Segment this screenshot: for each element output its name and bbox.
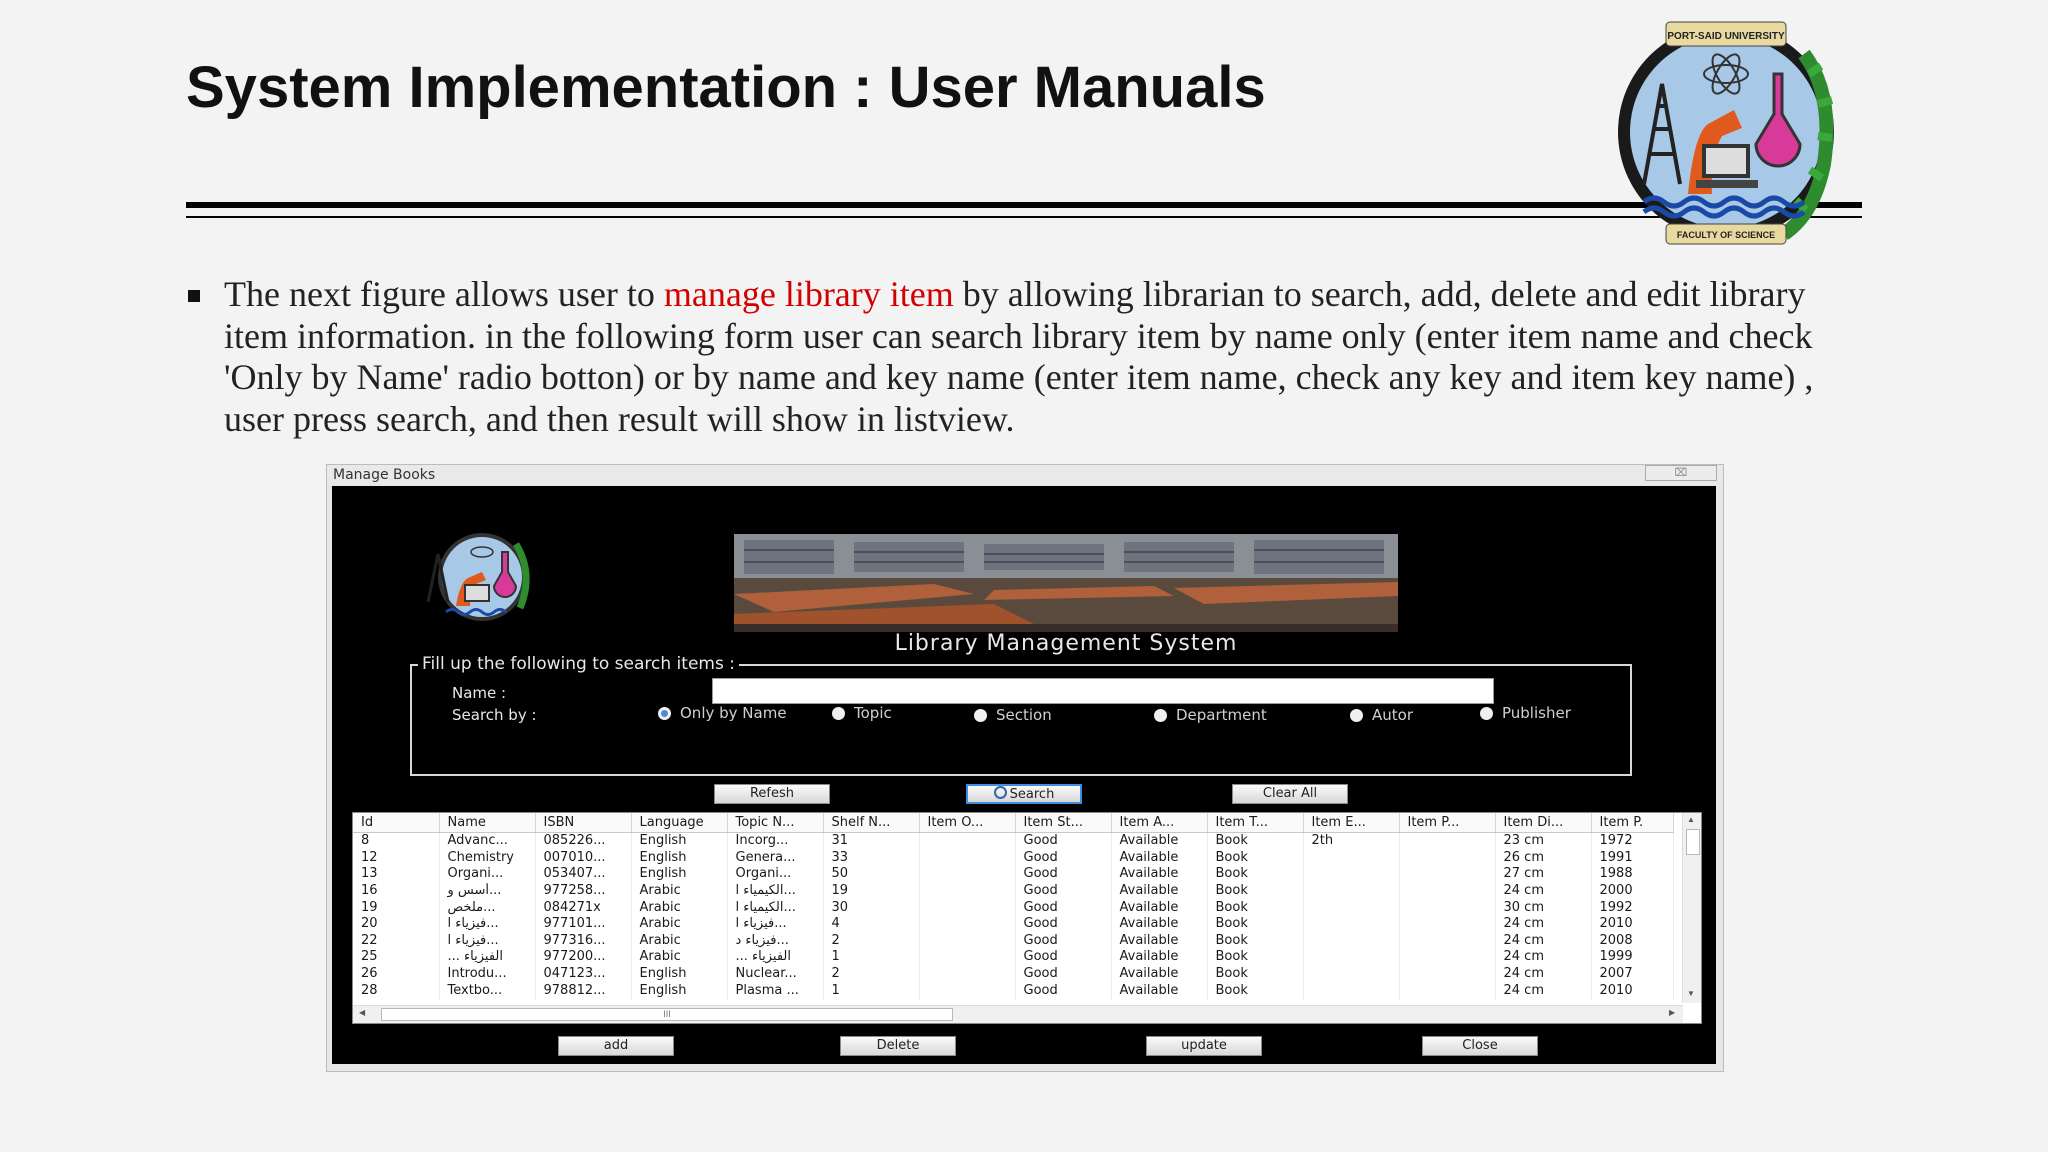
table-cell: 20 (353, 916, 439, 933)
table-cell: 22 (353, 933, 439, 950)
radio-publisher[interactable] (1480, 704, 1571, 722)
table-cell: 19 (823, 883, 919, 900)
table-cell (1399, 899, 1495, 916)
table-cell: 26 cm (1495, 850, 1591, 867)
table-cell: 24 cm (1495, 916, 1591, 933)
table-cell: 30 (823, 899, 919, 916)
bullet-text (224, 274, 1854, 440)
table-cell: Textbo... (439, 982, 535, 999)
column-header[interactable]: Item E... (1303, 813, 1399, 833)
column-header[interactable]: Topic N... (727, 813, 823, 833)
radio-only-by-name[interactable] (658, 704, 787, 722)
table-cell (1303, 883, 1399, 900)
table-cell: 2 (823, 933, 919, 950)
table-cell: Arabic (631, 949, 727, 966)
table-cell: 2008 (1591, 933, 1673, 950)
table-cell: Good (1015, 916, 1111, 933)
table-cell (1399, 850, 1495, 867)
column-header[interactable]: Item O... (919, 813, 1015, 833)
table-cell: ... الفيزياء (439, 949, 535, 966)
table-row[interactable] (353, 883, 1673, 900)
table-cell: 1992 (1591, 899, 1673, 916)
scroll-left-icon[interactable]: ◀ (359, 1008, 366, 1017)
bullet-highlight: manage library item (663, 274, 954, 314)
table-cell: 8 (353, 833, 439, 850)
table-cell: فيزياء د... (727, 933, 823, 950)
table-cell: 24 cm (1495, 982, 1591, 999)
table-row[interactable] (353, 850, 1673, 867)
table-cell: Book (1207, 933, 1303, 950)
table-row[interactable] (353, 866, 1673, 883)
name-input[interactable] (712, 678, 1494, 704)
library-banner-image (734, 534, 1398, 632)
table-cell: Available (1111, 982, 1207, 999)
column-header[interactable]: Shelf N... (823, 813, 919, 833)
radio-label: Only by Name (680, 704, 787, 722)
table-cell: 2007 (1591, 966, 1673, 983)
scroll-down-icon[interactable]: ▼ (1687, 989, 1695, 998)
table-cell: الكيمياء ا... (727, 899, 823, 916)
window-close-button[interactable]: ⌧ (1645, 465, 1717, 481)
table-cell (919, 916, 1015, 933)
table-cell: Advanc... (439, 833, 535, 850)
table-row[interactable] (353, 916, 1673, 933)
table-cell (919, 899, 1015, 916)
table-cell (919, 949, 1015, 966)
radio-label: Department (1176, 706, 1267, 724)
table-cell: Book (1207, 899, 1303, 916)
column-header[interactable]: Language (631, 813, 727, 833)
radio-label: Section (996, 706, 1052, 724)
items-listview[interactable] (352, 812, 1702, 1024)
name-label: Name : (452, 684, 507, 702)
faculty-logo-icon (398, 532, 566, 622)
table-cell: 13 (353, 866, 439, 883)
table-cell: Genera... (727, 850, 823, 867)
table-cell: Incorg... (727, 833, 823, 850)
column-header[interactable]: Item T... (1207, 813, 1303, 833)
window-body (332, 486, 1716, 1064)
horizontal-scroll-thumb[interactable]: III (381, 1008, 953, 1021)
table-row[interactable] (353, 833, 1673, 850)
table-cell: Plasma ... (727, 982, 823, 999)
table-cell: 1 (823, 949, 919, 966)
scroll-right-icon[interactable]: ▶ (1669, 1008, 1676, 1017)
table-cell (1399, 949, 1495, 966)
search-button-label: Search (1009, 787, 1055, 802)
table-cell: English (631, 982, 727, 999)
table-cell: Available (1111, 850, 1207, 867)
table-cell: Nuclear... (727, 966, 823, 983)
radio-empty-icon (974, 709, 987, 722)
table-cell: 33 (823, 850, 919, 867)
table-cell: Available (1111, 949, 1207, 966)
radio-department[interactable] (1154, 706, 1267, 724)
table-cell: 084271x (535, 899, 631, 916)
table-cell (1303, 916, 1399, 933)
refresh-button-label: Refesh (749, 786, 795, 801)
table-cell (1399, 966, 1495, 983)
clear-all-button[interactable] (1232, 784, 1348, 804)
table-cell: Book (1207, 982, 1303, 999)
table-cell: Book (1207, 833, 1303, 850)
table-cell: 24 cm (1495, 883, 1591, 900)
window-titlebar (327, 465, 1723, 485)
table-cell: Available (1111, 966, 1207, 983)
table-cell: Available (1111, 883, 1207, 900)
university-logo (1604, 14, 1856, 246)
table-cell: فيزياء ا... (727, 916, 823, 933)
table-cell: Organi... (439, 866, 535, 883)
window-title: Manage Books (333, 467, 436, 483)
table-cell: 16 (353, 883, 439, 900)
close-button[interactable] (1422, 1036, 1538, 1056)
table-cell: 50 (823, 866, 919, 883)
column-header[interactable]: Name (439, 813, 535, 833)
scroll-up-icon[interactable]: ▲ (1687, 815, 1695, 824)
items-table (353, 813, 1674, 999)
table-cell: Arabic (631, 933, 727, 950)
table-cell: Book (1207, 850, 1303, 867)
table-cell: 24 cm (1495, 949, 1591, 966)
table-cell: Good (1015, 866, 1111, 883)
table-row[interactable] (353, 982, 1673, 999)
table-cell: 1999 (1591, 949, 1673, 966)
update-button-label: update (1181, 1038, 1227, 1053)
radio-topic[interactable] (832, 704, 892, 722)
table-cell: 977258... (535, 883, 631, 900)
table-cell: ملخص... (439, 899, 535, 916)
table-cell (1303, 966, 1399, 983)
table-cell: Available (1111, 933, 1207, 950)
table-cell: 12 (353, 850, 439, 867)
search-groupbox (410, 654, 1632, 776)
table-cell: أسس و... (439, 883, 535, 900)
vertical-scrollbar[interactable] (1682, 813, 1701, 1003)
update-button[interactable] (1146, 1036, 1262, 1056)
add-button[interactable] (558, 1036, 674, 1056)
column-header[interactable]: Item St... (1015, 813, 1111, 833)
vertical-scroll-thumb[interactable] (1686, 829, 1700, 855)
column-header[interactable]: Id (353, 813, 439, 833)
table-cell: Book (1207, 916, 1303, 933)
banner-caption: Library Management System (894, 631, 1238, 656)
table-cell: 1 (823, 982, 919, 999)
table-cell: 2 (823, 966, 919, 983)
radio-label: Topic (854, 704, 892, 722)
table-cell (1303, 899, 1399, 916)
table-cell: Available (1111, 916, 1207, 933)
table-cell (919, 933, 1015, 950)
table-cell (1399, 833, 1495, 850)
table-cell: 047123... (535, 966, 631, 983)
add-button-label: add (603, 1038, 629, 1053)
table-cell: 19 (353, 899, 439, 916)
delete-button[interactable] (840, 1036, 956, 1056)
table-cell (1303, 866, 1399, 883)
table-cell: فيزياء ا... (439, 933, 535, 950)
table-cell: الكيمياء ا... (727, 883, 823, 900)
table-cell: 24 cm (1495, 933, 1591, 950)
table-cell: 1991 (1591, 850, 1673, 867)
table-cell: 4 (823, 916, 919, 933)
table-cell: 2010 (1591, 916, 1673, 933)
table-cell (919, 833, 1015, 850)
table-cell: 2000 (1591, 883, 1673, 900)
table-cell: 28 (353, 982, 439, 999)
radio-autor[interactable] (1350, 706, 1413, 724)
table-cell (1399, 866, 1495, 883)
table-cell: 977316... (535, 933, 631, 950)
svg-text:PORT-SAID UNIVERSITY: PORT-SAID UNIVERSITY (1667, 31, 1785, 42)
table-row[interactable] (353, 966, 1673, 983)
table-cell: 007010... (535, 850, 631, 867)
column-header[interactable]: Item A... (1111, 813, 1207, 833)
table-cell: 2th (1303, 833, 1399, 850)
search-button[interactable] (966, 784, 1082, 804)
table-cell: 23 cm (1495, 833, 1591, 850)
table-cell: 977101... (535, 916, 631, 933)
svg-text:FACULTY OF SCIENCE: FACULTY OF SCIENCE (1676, 230, 1776, 240)
table-cell: 30 cm (1495, 899, 1591, 916)
table-cell (919, 883, 1015, 900)
table-cell: 25 (353, 949, 439, 966)
table-cell: 085226... (535, 833, 631, 850)
table-cell (919, 982, 1015, 999)
table-cell: English (631, 866, 727, 883)
search-group-legend: Fill up the following to search items : (418, 654, 739, 674)
table-cell: ... الفيزياء (727, 949, 823, 966)
table-cell (919, 866, 1015, 883)
table-cell: Available (1111, 866, 1207, 883)
table-cell (919, 850, 1015, 867)
table-cell (1399, 883, 1495, 900)
table-cell: Good (1015, 966, 1111, 983)
table-cell: Arabic (631, 883, 727, 900)
column-header[interactable]: Item P. (1591, 813, 1673, 833)
radio-empty-icon (1154, 709, 1167, 722)
table-cell: Book (1207, 883, 1303, 900)
horizontal-scrollbar[interactable] (353, 1005, 1683, 1023)
close-button-label: Close (1462, 1038, 1498, 1053)
table-cell: Good (1015, 833, 1111, 850)
table-cell: Arabic (631, 899, 727, 916)
column-header[interactable]: Item Di... (1495, 813, 1591, 833)
table-cell: 26 (353, 966, 439, 983)
table-cell (1399, 982, 1495, 999)
radio-selected-icon (658, 707, 671, 720)
table-cell: English (631, 966, 727, 983)
table-cell: 1988 (1591, 866, 1673, 883)
table-cell: Book (1207, 949, 1303, 966)
table-cell: 977200... (535, 949, 631, 966)
column-header[interactable]: Item P... (1399, 813, 1495, 833)
table-body (353, 833, 1673, 999)
table-cell: Good (1015, 933, 1111, 950)
radio-label: Publisher (1502, 704, 1571, 722)
table-cell: Introdu... (439, 966, 535, 983)
table-cell: 978812... (535, 982, 631, 999)
table-cell: Good (1015, 949, 1111, 966)
table-cell: Good (1015, 883, 1111, 900)
table-cell: 31 (823, 833, 919, 850)
table-cell: Good (1015, 899, 1111, 916)
radio-label: Autor (1372, 706, 1413, 724)
table-cell: 053407... (535, 866, 631, 883)
table-cell: Chemistry (439, 850, 535, 867)
table-header-row (353, 813, 1673, 833)
clear-all-button-label: Clear All (1262, 786, 1318, 801)
table-cell: Good (1015, 982, 1111, 999)
refresh-button[interactable] (714, 784, 830, 804)
table-cell: 2010 (1591, 982, 1673, 999)
table-cell: Organi... (727, 866, 823, 883)
table-cell: Good (1015, 850, 1111, 867)
table-cell (1399, 933, 1495, 950)
delete-button-label: Delete (876, 1038, 920, 1053)
radio-empty-icon (1350, 709, 1363, 722)
table-cell: English (631, 833, 727, 850)
column-header[interactable]: ISBN (535, 813, 631, 833)
radio-empty-icon (832, 707, 845, 720)
radio-empty-icon (1480, 707, 1493, 720)
table-cell (1303, 949, 1399, 966)
bullet-text-intro: The next figure allows user to (224, 274, 664, 314)
table-cell: 1972 (1591, 833, 1673, 850)
bullet-text-rest: by allowing librarian to search, add, delete and edit library item information. in the following form user can search library item by name only (enter item name and check 'Only by Name' radio botton) or by name and key name (enter item name, check any key and item key name) , user press search, and then result will show in listview. (224, 274, 1814, 439)
bullet-marker (188, 290, 200, 302)
search-by-label: Search by : (452, 706, 537, 724)
table-row[interactable] (353, 933, 1673, 950)
table-row[interactable] (353, 949, 1673, 966)
table-cell: Arabic (631, 916, 727, 933)
table-cell (1303, 933, 1399, 950)
table-cell: 27 cm (1495, 866, 1591, 883)
table-cell: Book (1207, 966, 1303, 983)
table-cell (1303, 850, 1399, 867)
manage-books-window (326, 464, 1724, 1072)
search-icon (994, 786, 1007, 799)
slide-title: System Implementation : User Manuals (186, 55, 1266, 120)
table-cell: Book (1207, 866, 1303, 883)
table-cell (1303, 982, 1399, 999)
table-cell: فيزياء ا... (439, 916, 535, 933)
table-cell (919, 966, 1015, 983)
table-row[interactable] (353, 899, 1673, 916)
radio-section[interactable] (974, 706, 1052, 724)
table-cell: Available (1111, 899, 1207, 916)
table-cell: English (631, 850, 727, 867)
table-cell: 24 cm (1495, 966, 1591, 983)
table-cell: Available (1111, 833, 1207, 850)
table-cell (1399, 916, 1495, 933)
